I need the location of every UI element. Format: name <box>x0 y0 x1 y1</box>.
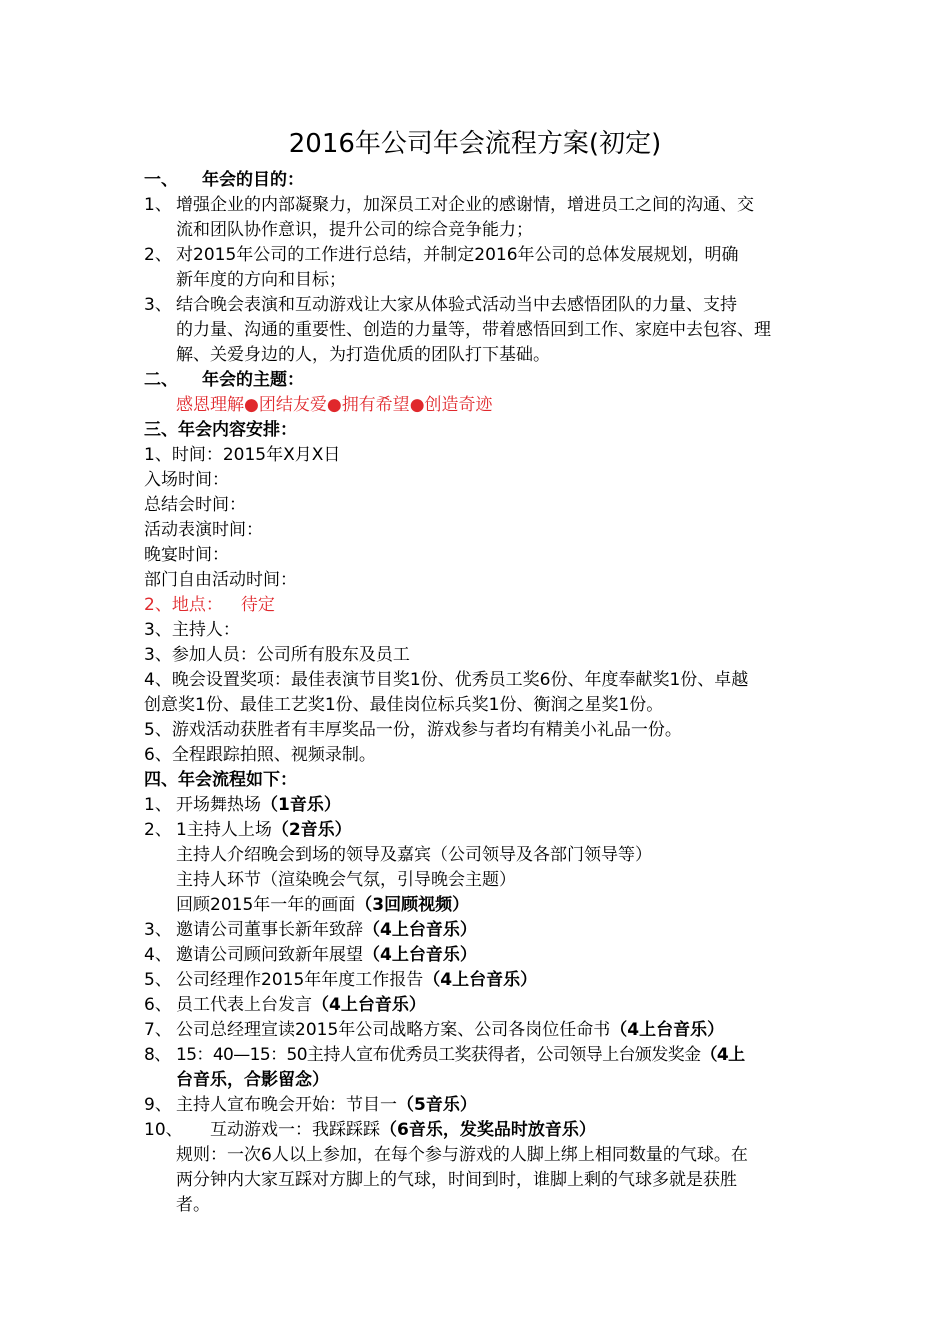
rules-line: 两分钟内大家互踩对方脚上的气球，时间到时，谁脚上剩的气球多就是获胜 <box>176 1170 737 1190</box>
document-title: 2016年公司年会流程方案(初定) <box>288 129 662 159</box>
flow-item: 3、 邀请公司董事长新年致辞（4上台音乐） <box>144 920 477 940</box>
time-entry: 部门自由活动时间： <box>144 570 297 590</box>
flow-sub-item: 主持人介绍晚会到场的领导及嘉宾（公司领导及各部门领导等） <box>176 845 652 865</box>
flow-item: 10、 互动游戏一：我踩踩踩（6音乐，发奖品时放音乐） <box>144 1120 596 1140</box>
list-item: 2、 对2015年公司的工作进行总结，并制定2016年公司的总体发展规划，明确 <box>144 245 739 265</box>
time-entry: 晚宴时间： <box>144 545 229 565</box>
theme-item: 团结友爱 <box>258 395 327 415</box>
bullet-icon: ● <box>244 395 259 415</box>
section-3-heading: 三、年会内容安排： <box>144 420 297 440</box>
section-4-heading: 四、年会流程如下： <box>144 770 297 790</box>
list-item-continued: 解、关爱身边的人，为打造优质的团队打下基础。 <box>176 345 550 365</box>
section-1-number: 一、 <box>144 170 178 190</box>
flow-item: 5、 公司经理作2015年年度工作报告（4上台音乐） <box>144 970 538 990</box>
list-item: 1、 增强企业的内部凝聚力，加深员工对企业的感谢情，增进员工之间的沟通、交 <box>144 195 754 215</box>
bullet-icon: ● <box>409 395 425 415</box>
event-time: 1、时间：2015年X月X日 <box>144 445 341 465</box>
event-attendees: 3、参加人员：公司所有股东及员工 <box>144 645 410 665</box>
awards-line: 创意奖1份、最佳工艺奖1份、最佳岗位标兵奖1份、衡润之星奖1份。 <box>144 695 664 715</box>
section-1-heading <box>144 168 809 193</box>
event-host: 3、主持人： <box>144 620 240 640</box>
flow-item: 6、 员工代表上台发言（4上台音乐） <box>144 995 426 1015</box>
time-entry: 入场时间： <box>144 470 229 490</box>
prizes-line: 5、游戏活动获胜者有丰厚奖品一份，游戏参与者均有精美小礼品一份。 <box>144 720 682 740</box>
document-body <box>144 168 809 1218</box>
theme-item: 感恩理解 <box>176 395 244 415</box>
flow-item: 8、 15：40—15：50主持人宣布优秀员工奖获得者，公司领导上台颁发奖金（4上 <box>144 1045 745 1065</box>
list-item: 3、 结合晚会表演和互动游戏让大家从体验式活动当中去感悟团队的力量、支持 <box>144 295 737 315</box>
awards-line: 4、晚会设置奖项：最佳表演节目奖1份、优秀员工奖6份、年度奉献奖1份、卓越 <box>144 670 749 690</box>
bullet-icon: ● <box>326 395 342 415</box>
time-entry: 总结会时间： <box>144 495 246 515</box>
section-1-title: 年会的目的： <box>202 170 304 190</box>
flow-item: 4、 邀请公司顾问致新年展望（4上台音乐） <box>144 945 477 965</box>
section-2-heading: 二、 年会的主题： <box>144 370 304 390</box>
theme-line <box>144 393 809 418</box>
theme-item: 拥有希望 <box>341 395 410 415</box>
rules-line: 规则：一次6人以上参加，在每个参与游戏的人脚上绑上相同数量的气球。在 <box>176 1145 748 1165</box>
flow-item-continued: 台音乐，合影留念） <box>176 1070 329 1090</box>
list-item-continued: 新年度的方向和目标； <box>176 270 346 290</box>
flow-item: 1、 开场舞热场（1音乐） <box>144 795 341 815</box>
flow-sub-item: 回顾2015年一年的画面（3回顾视频） <box>176 895 470 915</box>
time-entry: 活动表演时间： <box>144 520 263 540</box>
theme-item: 创造奇迹 <box>424 395 493 415</box>
flow-item: 7、 公司总经理宣读2015年公司战略方案、公司各岗位任命书（4上台音乐） <box>144 1020 725 1040</box>
event-place: 2、地点： 待定 <box>144 595 275 615</box>
flow-item: 2、 1主持人上场（2音乐） <box>144 820 352 840</box>
flow-item: 9、 主持人宣布晚会开始：节目一（5音乐） <box>144 1095 477 1115</box>
flow-sub-item: 主持人环节（渲染晚会气氛，引导晚会主题） <box>176 870 516 890</box>
rules-line: 者。 <box>176 1195 210 1215</box>
list-item-continued: 流和团队协作意识，提升公司的综合竞争能力； <box>176 220 533 240</box>
list-item-continued: 的力量、沟通的重要性、创造的力量等，带着感悟回到工作、家庭中去包容、理 <box>176 320 771 340</box>
record-line: 6、全程跟踪拍照、视频录制。 <box>144 745 376 765</box>
